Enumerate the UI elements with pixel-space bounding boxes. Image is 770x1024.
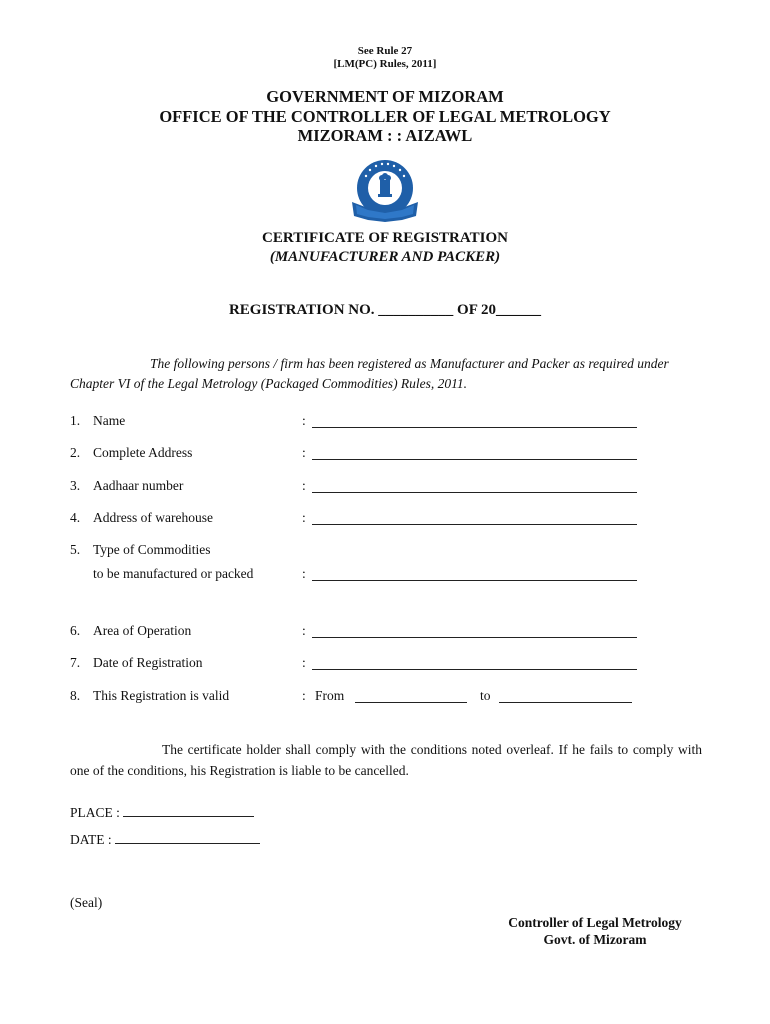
rule-reference: See Rule 27 xyxy=(357,45,413,57)
field-label: Address of warehouse xyxy=(93,510,213,525)
legal-metrology-emblem xyxy=(346,158,424,228)
field-number: 7. xyxy=(70,655,81,670)
place-field xyxy=(70,804,254,821)
field-colon: : xyxy=(302,566,306,581)
field-warehouse-address xyxy=(70,510,670,530)
signatory-title: Controller of Legal Metrology xyxy=(508,915,682,930)
from-label: From xyxy=(315,688,345,703)
place-label: PLACE : xyxy=(70,805,120,820)
field-label: Date of Registration xyxy=(93,655,203,670)
field-label: Name xyxy=(93,413,126,428)
address-input-line[interactable] xyxy=(312,459,637,460)
certificate-subtitle: (MANUFACTURER AND PACKER) xyxy=(269,249,501,265)
field-area-of-operation xyxy=(70,623,670,643)
date-input-line[interactable] xyxy=(115,831,260,844)
signatory-office: Govt. of Mizoram xyxy=(543,932,647,947)
field-number: 3. xyxy=(70,478,81,493)
date-label: DATE : xyxy=(70,832,112,847)
to-label: to xyxy=(480,688,491,703)
field-number: 5. xyxy=(70,542,81,557)
place-input-line[interactable] xyxy=(123,804,254,817)
area-input-line[interactable] xyxy=(312,637,637,638)
field-colon: : xyxy=(302,623,306,638)
conditions-paragraph xyxy=(70,739,702,781)
field-commodities-type-cont xyxy=(70,566,670,586)
field-label: Type of Commodities xyxy=(93,542,211,557)
field-commodities-type xyxy=(70,542,670,562)
field-colon: : xyxy=(302,478,306,493)
field-label: Area of Operation xyxy=(93,623,192,638)
valid-to-input-line[interactable] xyxy=(499,702,632,703)
location-heading: MIZORAM : : AIZAWL xyxy=(297,126,473,145)
emblem-icon xyxy=(346,158,424,228)
date-registration-input-line[interactable] xyxy=(312,669,637,670)
field-label: This Registration is valid xyxy=(93,688,230,703)
field-label: Aadhaar number xyxy=(93,478,184,493)
registration-number-line: REGISTRATION NO. __________ OF 20______ xyxy=(228,302,542,318)
field-aadhaar xyxy=(70,478,670,498)
date-field xyxy=(70,831,260,848)
field-number: 2. xyxy=(70,445,81,460)
warehouse-input-line[interactable] xyxy=(312,524,637,525)
name-input-line[interactable] xyxy=(312,427,637,428)
intro-paragraph xyxy=(70,354,702,394)
field-number: 1. xyxy=(70,413,81,428)
field-number: 8. xyxy=(70,688,81,703)
certificate-title: CERTIFICATE OF REGISTRATION xyxy=(262,230,508,246)
conditions-text: The certificate holder shall comply with the conditions noted overleaf. If he fails to comply with one of the conditions, his Registration is liable to be cancelled. xyxy=(70,742,702,778)
field-colon: : xyxy=(302,688,306,703)
field-colon: : xyxy=(302,655,306,670)
field-colon: : xyxy=(302,413,306,428)
valid-from-input-line[interactable] xyxy=(355,702,467,703)
field-label: Complete Address xyxy=(93,445,193,460)
aadhaar-input-line[interactable] xyxy=(312,492,637,493)
field-number: 6. xyxy=(70,623,81,638)
field-label-continued: to be manufactured or packed xyxy=(93,566,254,581)
government-heading: GOVERNMENT OF MIZORAM xyxy=(266,87,504,106)
office-heading: OFFICE OF THE CONTROLLER OF LEGAL METROLOGY xyxy=(159,107,611,126)
field-colon: : xyxy=(302,510,306,525)
intro-text: The following persons / firm has been registered as Manufacturer and Packer as required under Chapter VI of the Legal Metrology (Packaged Commodities) Rules, 2011. xyxy=(70,356,669,391)
field-name xyxy=(70,413,670,433)
field-validity xyxy=(70,688,670,708)
field-colon: : xyxy=(302,445,306,460)
rules-reference: [LM(PC) Rules, 2011] xyxy=(333,58,437,70)
seal-label: (Seal) xyxy=(70,895,103,910)
field-date-of-registration xyxy=(70,655,670,675)
field-number: 4. xyxy=(70,510,81,525)
commodities-input-line[interactable] xyxy=(312,580,637,581)
field-complete-address xyxy=(70,445,670,465)
